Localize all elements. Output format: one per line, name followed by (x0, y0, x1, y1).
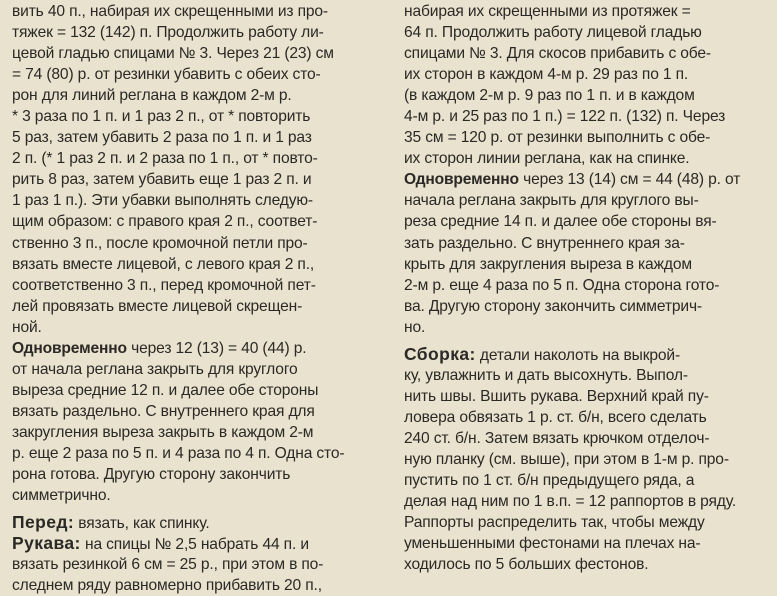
text-line: вить 40 п., набирая их скрещенными из про- (12, 3, 328, 20)
left-lines-a (12, 1, 374, 338)
text-line: = 74 (80) р. от резинки убавить с обеих сто- (12, 66, 321, 84)
text-line: 240 ст. б/н. Затем вязать крючком отделоч- (404, 429, 710, 447)
text-line: 2-м р. еще 4 раза по 5 п. Одна сторона гото- (404, 276, 720, 294)
sleeves-text: на спицы № 2,5 набрать 44 п. и (80, 536, 309, 554)
text-line: ва. Другую сторону закончить симметрич- (404, 297, 702, 315)
right-lines-b (404, 190, 764, 337)
text-line: пустить по 1 ст. б/н предыдущего ряда, а (404, 472, 695, 490)
text-line: 4-м р. и 25 раз по 1 п.) = 122 п. (132) п. Через (404, 108, 726, 126)
text-line: вязать вместе лицевой, с левого края 2 п., (12, 255, 315, 273)
text-line: лей провязать вместе лицевой скрещен- (12, 297, 303, 315)
text-line: от начала реглана закрыть для круглого (12, 360, 298, 378)
text-line: реза средние 14 п. и далее обе стороны вя- (404, 213, 717, 231)
text-line: ловера обвязать 1 р. ст. б/н, всего сделать (404, 408, 707, 426)
text-line: рона готова. Другую сторону закончить (12, 466, 291, 484)
text-line: 1 раз 1 п.). Эти убавки выполнять следую- (12, 192, 313, 210)
text-line: Раппорты распределить так, чтобы между (404, 514, 705, 532)
assembly-section (404, 344, 764, 365)
text-line: их сторон в каждом 4-м р. 29 раз по 1 п. (404, 66, 689, 84)
simultaneously-label: Одновременно (404, 171, 519, 189)
text-line: закругления выреза закрыть в каждом 2-м (12, 423, 314, 441)
text-line: уменьшенными фестонами на плечах на- (404, 535, 701, 553)
assembly-text: детали наколоть на выкрой- (475, 346, 681, 364)
text-line: ходилось по 5 больших фестонов. (404, 556, 649, 574)
text-line: крыть для закругления выреза в каждом (404, 255, 692, 273)
assembly-heading: Сборка: (404, 343, 476, 364)
text-line: рить 8 раз, затем убавить еще 1 раз 2 п. и (12, 171, 312, 189)
text-line: 64 п. Продолжить работу лицевой гладью (404, 24, 702, 42)
front-section (12, 512, 374, 533)
text-line: цевой гладью спицами № 3. Через 21 (23) см (12, 45, 334, 63)
text-line: спицами № 3. Для скосов прибавить с обе- (404, 45, 711, 63)
simultaneously-line (404, 169, 764, 190)
text-line: нить швы. Вшить рукава. Верхний край пу- (404, 387, 709, 405)
text-line: щим образом: с правого края 2 п., соответ- (12, 213, 318, 231)
text-line: выреза средние 12 п. и далее обе стороны (12, 381, 319, 399)
text-line: ную планку (см. выше), при этом в 1-м р. про- (404, 450, 729, 468)
front-heading: Перед: (12, 512, 75, 533)
text-line: тяжек = 132 (142) п. Продолжить работу ли- (12, 24, 324, 42)
text-line: 35 см = 120 р. от резинки выполнить с обе- (404, 129, 711, 147)
right-lines-a (404, 1, 764, 169)
right-column (404, 1, 764, 575)
left-lines-b (12, 359, 374, 506)
text-line: р. еще 2 раза по 5 п. и 4 раза по 4 п. Одна сто- (12, 444, 345, 462)
text-line: рон для линий реглана в каждом 2-м р. (12, 87, 292, 105)
sleeves-section (12, 533, 374, 554)
text-line: но. (404, 318, 426, 336)
text-line: делая над ним по 1 в.п. = 12 раппортов в ряду. (404, 493, 737, 511)
assembly-lines (404, 365, 764, 575)
text-line: следнем ряду равномерно прибавить 20 п., (12, 577, 322, 595)
text-line: 2 п. (* 1 раз 2 п. и 2 раза по 1 п., от * повто- (12, 150, 318, 168)
text-line: набирая их скрещенными из протяжек = (404, 3, 691, 20)
text-line: ной. (12, 318, 42, 336)
sleeves-heading: Рукава: (12, 533, 81, 554)
simultaneously-line (12, 338, 374, 359)
text-line: вязать раздельно. С внутреннего края для (12, 402, 315, 420)
text-line: * 3 раза по 1 п. и 1 раз 2 п., от * повторить (12, 108, 311, 126)
text-line: (в каждом 2-м р. 9 раз по 1 п. и в каждом (404, 87, 695, 105)
text-line: симметрично. (12, 487, 111, 505)
text-line: их сторон линии реглана, как на спинке. (404, 150, 690, 168)
text-line: ку, увлажнить и дать высохнуть. Выпол- (404, 366, 688, 384)
simultaneously-label: Одновременно (12, 339, 127, 357)
simultaneously-text: через 12 (13) = 40 (44) р. (126, 339, 307, 357)
text-line: зать раздельно. С внутреннего края за- (404, 234, 685, 252)
left-column (12, 1, 374, 596)
text-line: 5 раз, затем убавить 2 раза по 1 п. и 1 раз (12, 129, 312, 147)
simultaneously-text: через 13 (14) см = 44 (48) р. от (518, 171, 741, 189)
text-line: соответственно 3 п., перед кромочной пет- (12, 276, 316, 294)
text-line: начала реглана закрыть для круглого вы- (404, 192, 699, 210)
text-line: ственно 3 п., после кромочной петли про- (12, 234, 308, 252)
front-text: вязать, как спинку. (74, 515, 210, 533)
text-line: вязать резинкой 6 см = 25 р., при этом в по- (12, 556, 324, 574)
